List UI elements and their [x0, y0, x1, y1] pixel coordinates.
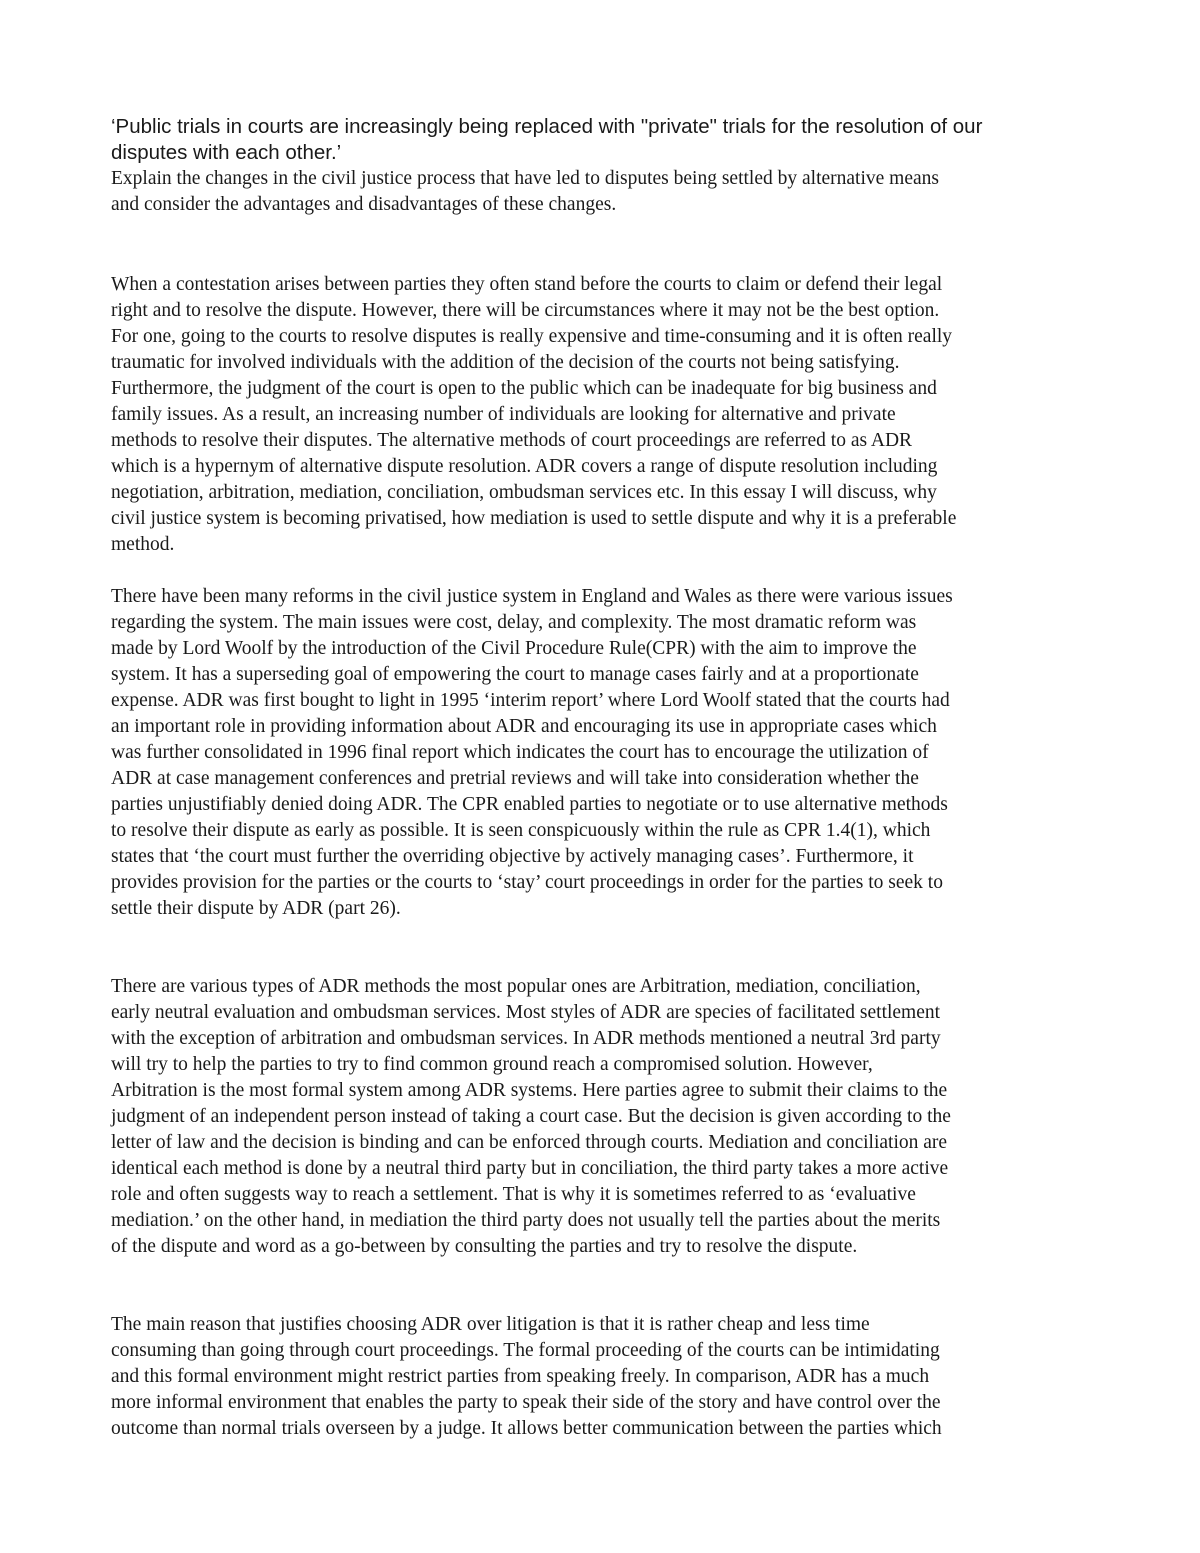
paragraph-line: There are various types of ADR methods the most popular ones are Arbitration, mediation, conciliation,	[111, 976, 921, 997]
essay-paragraph-reforms	[111, 584, 1093, 922]
paragraph-line: family issues. As a result, an increasing number of individuals are looking for alternative and private	[111, 404, 896, 425]
spacer	[111, 1260, 1093, 1312]
paragraph-line: expense. ADR was first bought to light in 1995 ‘interim report’ where Lord Woolf stated that the courts had	[111, 690, 950, 711]
paragraph-line: regarding the system. The main issues were cost, delay, and complexity. The most dramatic reform was	[111, 612, 917, 633]
paragraph-line: an important role in providing information about ADR and encouraging its use in appropriate cases which	[111, 716, 937, 737]
essay-paragraph-advantages	[111, 1312, 1093, 1442]
paragraph-line: method.	[111, 534, 175, 555]
paragraph-line: traumatic for involved individuals with the addition of the decision of the courts not being satisfying.	[111, 352, 900, 373]
paragraph-line: There have been many reforms in the civil justice system in England and Wales as there were various issues	[111, 586, 953, 607]
paragraph-line: consuming than going through court proceedings. The formal proceeding of the courts can be intimidating	[111, 1340, 940, 1361]
paragraph-line: and this formal environment might restrict parties from speaking freely. In comparison, ADR has a much	[111, 1366, 930, 1387]
paragraph-line: mediation.’ on the other hand, in mediation the third party does not usually tell the parties about the merits	[111, 1210, 941, 1231]
paragraph-line: judgment of an independent person instead of taking a court case. But the decision is given according to the	[111, 1106, 951, 1127]
paragraph-line: ADR at case management conferences and pretrial reviews and will take into consideration whether the	[111, 768, 919, 789]
essay-prompt-question	[111, 166, 1093, 218]
paragraph-line: early neutral evaluation and ombudsman services. Most styles of ADR are species of facilitated settlement	[111, 1002, 941, 1023]
paragraph-line: letter of law and the decision is binding and can be enforced through courts. Mediation and conciliation are	[111, 1132, 948, 1153]
paragraph-line: parties unjustifiably denied doing ADR. The CPR enabled parties to negotiate or to use alternative methods	[111, 794, 948, 815]
prompt-question-line: Explain the changes in the civil justice process that have led to disputes being settled by alternative means	[111, 168, 939, 189]
paragraph-line: will try to help the parties to try to find common ground reach a compromised solution. However,	[111, 1054, 873, 1075]
paragraph-line: When a contestation arises between parties they often stand before the courts to claim or defend their legal	[111, 274, 943, 295]
paragraph-line: outcome than normal trials overseen by a judge. It allows better communication between the parties which	[111, 1418, 942, 1439]
paragraph-line: Arbitration is the most formal system among ADR systems. Here parties agree to submit their claims to the	[111, 1080, 948, 1101]
essay-paragraph-adr-types	[111, 974, 1093, 1260]
paragraph-line: with the exception of arbitration and ombudsman services. In ADR methods mentioned a neutral 3rd party	[111, 1028, 941, 1049]
spacer	[111, 922, 1093, 974]
paragraph-line: The main reason that justifies choosing ADR over litigation is that it is rather cheap and less time	[111, 1314, 870, 1335]
paragraph-line: identical each method is done by a neutral third party but in conciliation, the third party takes a more active	[111, 1158, 949, 1179]
document-body	[111, 114, 1093, 1442]
prompt-quote-line: ‘Public trials in courts are increasingly being replaced with "private" trials for the resolution of our	[111, 115, 983, 138]
paragraph-line: more informal environment that enables the party to speak their side of the story and have control over the	[111, 1392, 941, 1413]
paragraph-line: to resolve their dispute as early as possible. It is seen conspicuously within the rule as CPR 1.4(1), which	[111, 820, 931, 841]
paragraph-line: negotiation, arbitration, mediation, conciliation, ombudsman services etc. In this essay I will discuss, why	[111, 482, 937, 503]
paragraph-line: provides provision for the parties or the courts to ‘stay’ court proceedings in order for the parties to seek to	[111, 872, 943, 893]
essay-paragraph-introduction	[111, 272, 1093, 558]
paragraph-line: was further consolidated in 1996 final report which indicates the court has to encourage the utilization of	[111, 742, 929, 763]
paragraph-line: civil justice system is becoming privatised, how mediation is used to settle dispute and why it is a preferable	[111, 508, 957, 529]
spacer	[111, 558, 1093, 584]
spacer	[111, 218, 1093, 272]
essay-prompt-quote	[111, 114, 1093, 166]
paragraph-line: made by Lord Woolf by the introduction of the Civil Procedure Rule(CPR) with the aim to improve the	[111, 638, 917, 659]
paragraph-line: For one, going to the courts to resolve disputes is really expensive and time-consuming and it is often really	[111, 326, 953, 347]
paragraph-line: system. It has a superseding goal of empowering the court to manage cases fairly and at a proportionate	[111, 664, 919, 685]
paragraph-line: Furthermore, the judgment of the court is open to the public which can be inadequate for big business and	[111, 378, 937, 399]
paragraph-line: right and to resolve the dispute. However, there will be circumstances where it may not be the best option.	[111, 300, 940, 321]
paragraph-line: states that ‘the court must further the overriding objective by actively managing cases’. Furthermore, it	[111, 846, 914, 867]
paragraph-line: settle their dispute by ADR (part 26).	[111, 898, 401, 919]
paragraph-line: role and often suggests way to reach a settlement. That is why it is sometimes referred to as ‘evaluative	[111, 1184, 916, 1205]
prompt-question-line: and consider the advantages and disadvantages of these changes.	[111, 194, 617, 215]
paragraph-line: methods to resolve their disputes. The alternative methods of court proceedings are referred to as ADR	[111, 430, 913, 451]
prompt-quote-line: disputes with each other.’	[111, 141, 342, 164]
paragraph-line: which is a hypernym of alternative dispute resolution. ADR covers a range of dispute resolution including	[111, 456, 938, 477]
paragraph-line: of the dispute and word as a go-between by consulting the parties and try to resolve the dispute.	[111, 1236, 858, 1257]
